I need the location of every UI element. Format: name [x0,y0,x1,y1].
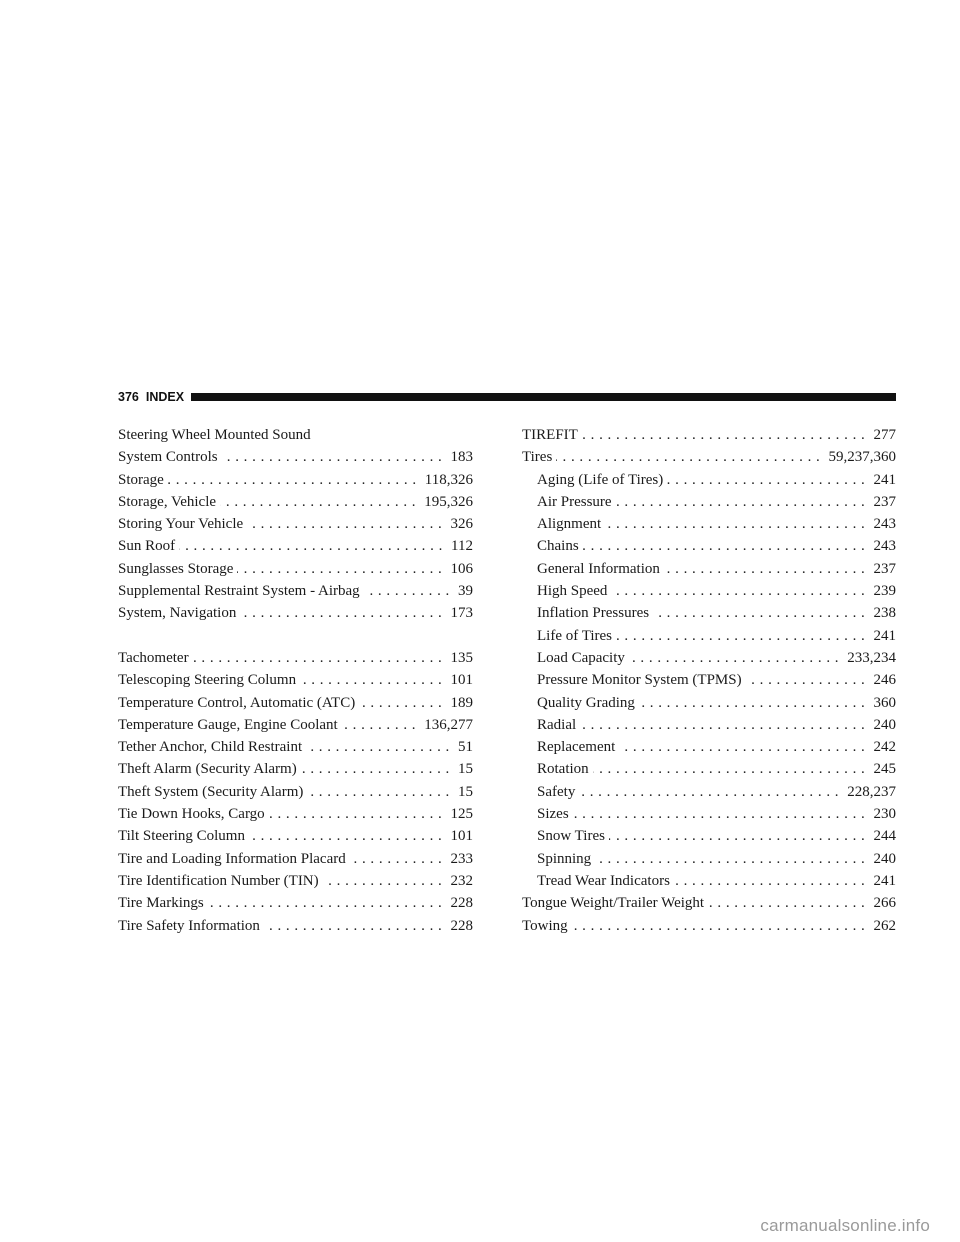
entry-page: 240 [873,850,896,867]
entry-term: Spinning [537,850,592,867]
dot-leader [664,558,870,580]
dot-leader [342,714,421,736]
index-subentry [522,692,896,714]
watermark: carmanualsonline.info [760,1216,930,1235]
entry-page: 136,277 [424,716,473,733]
entry-term: Theft Alarm (Security Alarm) [118,761,297,778]
entry-term: Temperature Gauge, Engine Coolant [118,716,338,733]
page-header [118,389,896,405]
dot-leader [247,513,446,535]
entry-page: 241 [873,627,896,644]
entry-term: Temperature Control, Automatic (ATC) [118,694,356,711]
entry-term: Rotation [537,761,589,778]
dot-leader [237,558,446,580]
index-column-right [522,424,896,937]
index-subentry [522,848,896,870]
entry-term: Tires [522,449,553,466]
entry-page: 101 [450,672,473,689]
dot-leader [593,758,870,780]
dot-leader [269,803,447,825]
entry-page: 262 [873,917,896,934]
index-entry [118,803,473,825]
dot-leader [629,647,843,669]
entry-page: 232 [450,872,473,889]
dot-leader [582,424,870,446]
index-subentry [522,491,896,513]
index-entry [118,535,473,557]
entry-term: Tachometer [118,649,189,666]
entry-page: 101 [450,828,473,845]
dot-leader [616,625,870,647]
dot-leader [264,915,447,937]
dot-leader [746,669,870,691]
page-number: 376 [118,390,139,404]
entry-term: Steering Wheel Mounted Sound [118,427,311,443]
index-entry [118,825,473,847]
dot-leader [639,692,870,714]
dot-leader [583,535,870,557]
header-rule [191,393,896,401]
entry-term: Tire and Loading Information Placard [118,850,346,867]
dot-leader [168,469,421,491]
entry-term: Quality Grading [537,694,635,711]
dot-leader [364,580,454,602]
index-entry [118,446,473,468]
index-subentry [522,669,896,691]
dot-leader [667,469,869,491]
dot-leader [306,736,454,758]
entry-term: Supplemental Restraint System - Airbag [118,583,360,600]
entry-page: 238 [873,605,896,622]
index-entry [118,892,473,914]
entry-page: 183 [450,449,473,466]
entry-term: Snow Tires [537,828,605,845]
index-subentry [522,602,896,624]
dot-leader [674,870,870,892]
index-subentry [522,803,896,825]
dot-leader [611,580,869,602]
dot-leader [300,669,446,691]
entry-page: 189 [450,694,473,711]
entry-term: Storage [118,471,164,488]
index-entry [118,758,473,780]
index-subentry [522,625,896,647]
index-subentry [522,535,896,557]
entry-page: 15 [458,761,473,778]
dot-leader [208,892,447,914]
entry-term: Tire Identification Number (TIN) [118,872,319,889]
entry-page: 39 [458,583,473,600]
index-entry [118,781,473,803]
dot-leader [350,848,447,870]
entry-term: Tie Down Hooks, Cargo [118,806,265,823]
dot-leader [605,513,869,535]
index-subentry [522,580,896,602]
entry-page: 233,234 [847,649,896,666]
index-subentry [522,758,896,780]
section-title: INDEX [145,390,185,404]
index-entry [118,491,473,513]
dot-leader [193,647,447,669]
dot-leader [179,535,447,557]
index-entry [118,469,473,491]
entry-term: Sun Roof [118,538,176,555]
dot-leader [572,915,870,937]
entry-page: 106 [450,560,473,577]
index-entry [118,424,473,446]
index-entry [118,580,473,602]
entry-term: TIREFIT [522,427,578,443]
entry-term: Storing Your Vehicle [118,516,244,533]
dot-leader [220,491,420,513]
index-entry [522,915,896,937]
entry-term: Replacement [537,739,616,756]
entry-term: Radial [537,716,577,733]
dot-leader [301,758,454,780]
entry-term: Storage, Vehicle [118,493,217,510]
index-entry [118,714,473,736]
entry-page: 243 [873,516,896,533]
entry-page: 241 [873,872,896,889]
dot-leader [580,714,869,736]
entry-gap [118,625,473,647]
entry-page: 173 [450,605,473,622]
entry-term: Theft System (Security Alarm) [118,783,304,800]
index-subentry [522,714,896,736]
index-subentry [522,558,896,580]
entry-term: Tire Markings [118,895,204,912]
entry-term: Load Capacity [537,649,625,666]
entry-term: Inflation Pressures [537,605,650,622]
entry-term: Sunglasses Storage [118,560,234,577]
entry-term: Telescoping Steering Column [118,672,297,689]
dot-leader [609,825,870,847]
index-entry [118,870,473,892]
entry-page: 125 [450,806,473,823]
entry-term: System, Navigation [118,605,237,622]
entry-page: 230 [873,806,896,823]
dot-leader [653,602,869,624]
entry-page: 241 [873,471,896,488]
entry-term: Safety [537,783,576,800]
index-subentry [522,870,896,892]
index-entry [118,692,473,714]
index-entry [118,848,473,870]
entry-term: System Controls [118,449,218,466]
index-entry [118,647,473,669]
entry-term: Tread Wear Indicators [537,872,670,889]
entry-term: Chains [537,538,579,555]
entry-page: 326 [450,516,473,533]
entry-term: High Speed [537,583,608,600]
index-entry [522,424,896,446]
entry-page: 195,326 [424,493,473,510]
entry-term: Life of Tires [537,627,612,644]
index-subentry [522,736,896,758]
index-entry [118,736,473,758]
entry-term: Tongue Weight/Trailer Weight [522,895,705,912]
dot-leader [222,446,447,468]
index-entry [118,669,473,691]
entry-page: 243 [873,538,896,555]
index-subentry [522,469,896,491]
entry-page: 15 [458,783,473,800]
entry-term: Towing [522,917,568,934]
index-entry [118,558,473,580]
dot-leader [323,870,447,892]
entry-term: Air Pressure [537,493,612,510]
index-entry [522,446,896,468]
entry-term: Sizes [537,806,569,823]
entry-term: Alignment [537,516,602,533]
dot-leader [616,491,870,513]
dot-leader [556,446,824,468]
entry-page: 239 [873,583,896,600]
entry-page: 240 [873,716,896,733]
index-subentry [522,781,896,803]
dot-leader [595,848,869,870]
index-entry [118,602,473,624]
entry-page: 237 [873,493,896,510]
entry-page: 360 [873,694,896,711]
entry-page: 118,326 [424,471,473,488]
dot-leader [240,602,446,624]
entry-term: Aging (Life of Tires) [537,471,664,488]
entry-term: Tether Anchor, Child Restraint [118,739,303,756]
index-entry [118,915,473,937]
index-entry [522,892,896,914]
index-subentry [522,647,896,669]
entry-page: 245 [873,761,896,778]
entry-page: 244 [873,828,896,845]
index-entry [118,513,473,535]
dot-leader [359,692,446,714]
entry-term: Tire Safety Information [118,917,260,934]
entry-page: 228 [450,917,473,934]
entry-page: 237 [873,560,896,577]
index-subentry [522,825,896,847]
entry-page: 228,237 [847,783,896,800]
index-column-left [118,424,473,937]
entry-page: 59,237,360 [828,449,896,466]
entry-page: 242 [873,739,896,756]
entry-page: 246 [873,672,896,689]
dot-leader [573,803,870,825]
dot-leader [249,825,447,847]
index-subentry [522,513,896,535]
dot-leader [619,736,869,758]
entry-term: General Information [537,560,660,577]
entry-page: 228 [450,895,473,912]
entry-page: 51 [458,739,473,756]
entry-page: 266 [873,895,896,912]
dot-leader [579,781,843,803]
dot-leader [307,781,454,803]
entry-page: 112 [451,538,473,555]
entry-page: 233 [450,850,473,867]
entry-page: 277 [873,427,896,443]
entry-term: Pressure Monitor System (TPMS) [537,672,742,689]
entry-page: 135 [450,649,473,666]
dot-leader [708,892,869,914]
entry-term: Tilt Steering Column [118,828,245,845]
